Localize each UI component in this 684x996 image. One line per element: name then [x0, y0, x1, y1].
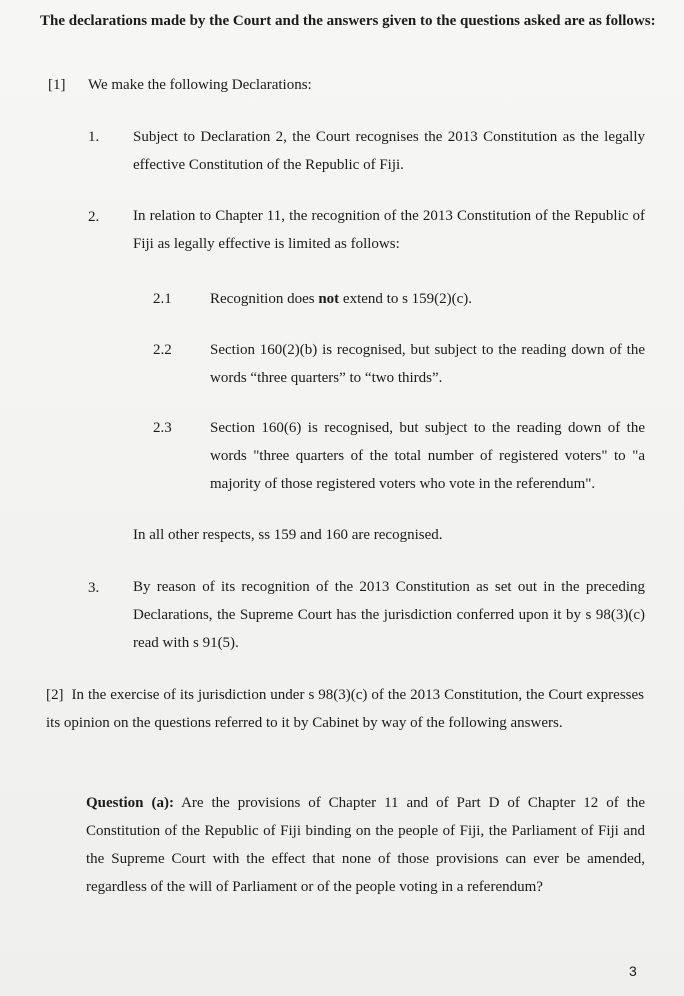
page-number: 3 [629, 963, 637, 979]
section-2-text: In the exercise of its jurisdiction under s 98(3)(c) of the 2013 Constitution, the Court expresses its opinion on the questions referred to it by Cabinet by way of the following answers. [46, 687, 644, 731]
document-heading: The declarations made by the Court and the answers given to the questions asked are as follows: [40, 13, 656, 29]
sub-declaration-2-2-number: 2.2 [153, 342, 172, 358]
sub-declaration-2-3-number: 2.3 [153, 420, 172, 436]
declaration-3-number: 3. [88, 580, 100, 596]
other-respects-text: In all other respects, ss 159 and 160 are recognised. [133, 527, 443, 543]
question-a-text: Are the provisions of Chapter 11 and of Part D of Chapter 12 of the Constitution of the Republic of Fiji binding on the people of Fiji, the Parliament of Fiji and the Supreme Court with the effect that none of those provisions can ever be amended, regardless of the will of Parliament or of the people voting in a referendum? [86, 795, 646, 895]
question-a-label: Question (a): [86, 795, 174, 811]
sub-declaration-2-2-text: Section 160(2)(b) is recognised, but subject to the reading down of the words “three quarters” to “two thirds”. [210, 342, 645, 386]
section-1-marker: [1] [48, 77, 66, 93]
sub-declaration-2-3-text: Section 160(6) is recognised, but subject to the reading down of the words "three quarters of the total number of registered voters" to "a majority of those registered voters who vote in the referendum". [210, 420, 645, 492]
sub-declaration-2-1-text: Recognition does not extend to s 159(2)(c). [210, 291, 473, 307]
section-2-paragraph [46, 681, 644, 737]
question-a [86, 789, 645, 901]
section-2-marker: [2] [46, 687, 64, 703]
section-1-text: We make the following Declarations: [88, 77, 312, 93]
declaration-3-text: By reason of its recognition of the 2013 Constitution as set out in the preceding Declarations, the Supreme Court has the jurisdiction conferred upon it by s 98(3)(c) read with s 91(5). [133, 579, 645, 651]
declaration-2-number: 2. [88, 209, 100, 225]
declaration-1-number: 1. [88, 129, 100, 145]
sub-declaration-2-1-number: 2.1 [153, 291, 172, 307]
declaration-1-text: Subject to Declaration 2, the Court recognises the 2013 Constitution as the legally effective Constitution of the Republic of Fiji. [133, 129, 645, 173]
declaration-2-text: In relation to Chapter 11, the recognition of the 2013 Constitution of the Republic of Fiji as legally effective is limited as follows: [133, 208, 645, 252]
